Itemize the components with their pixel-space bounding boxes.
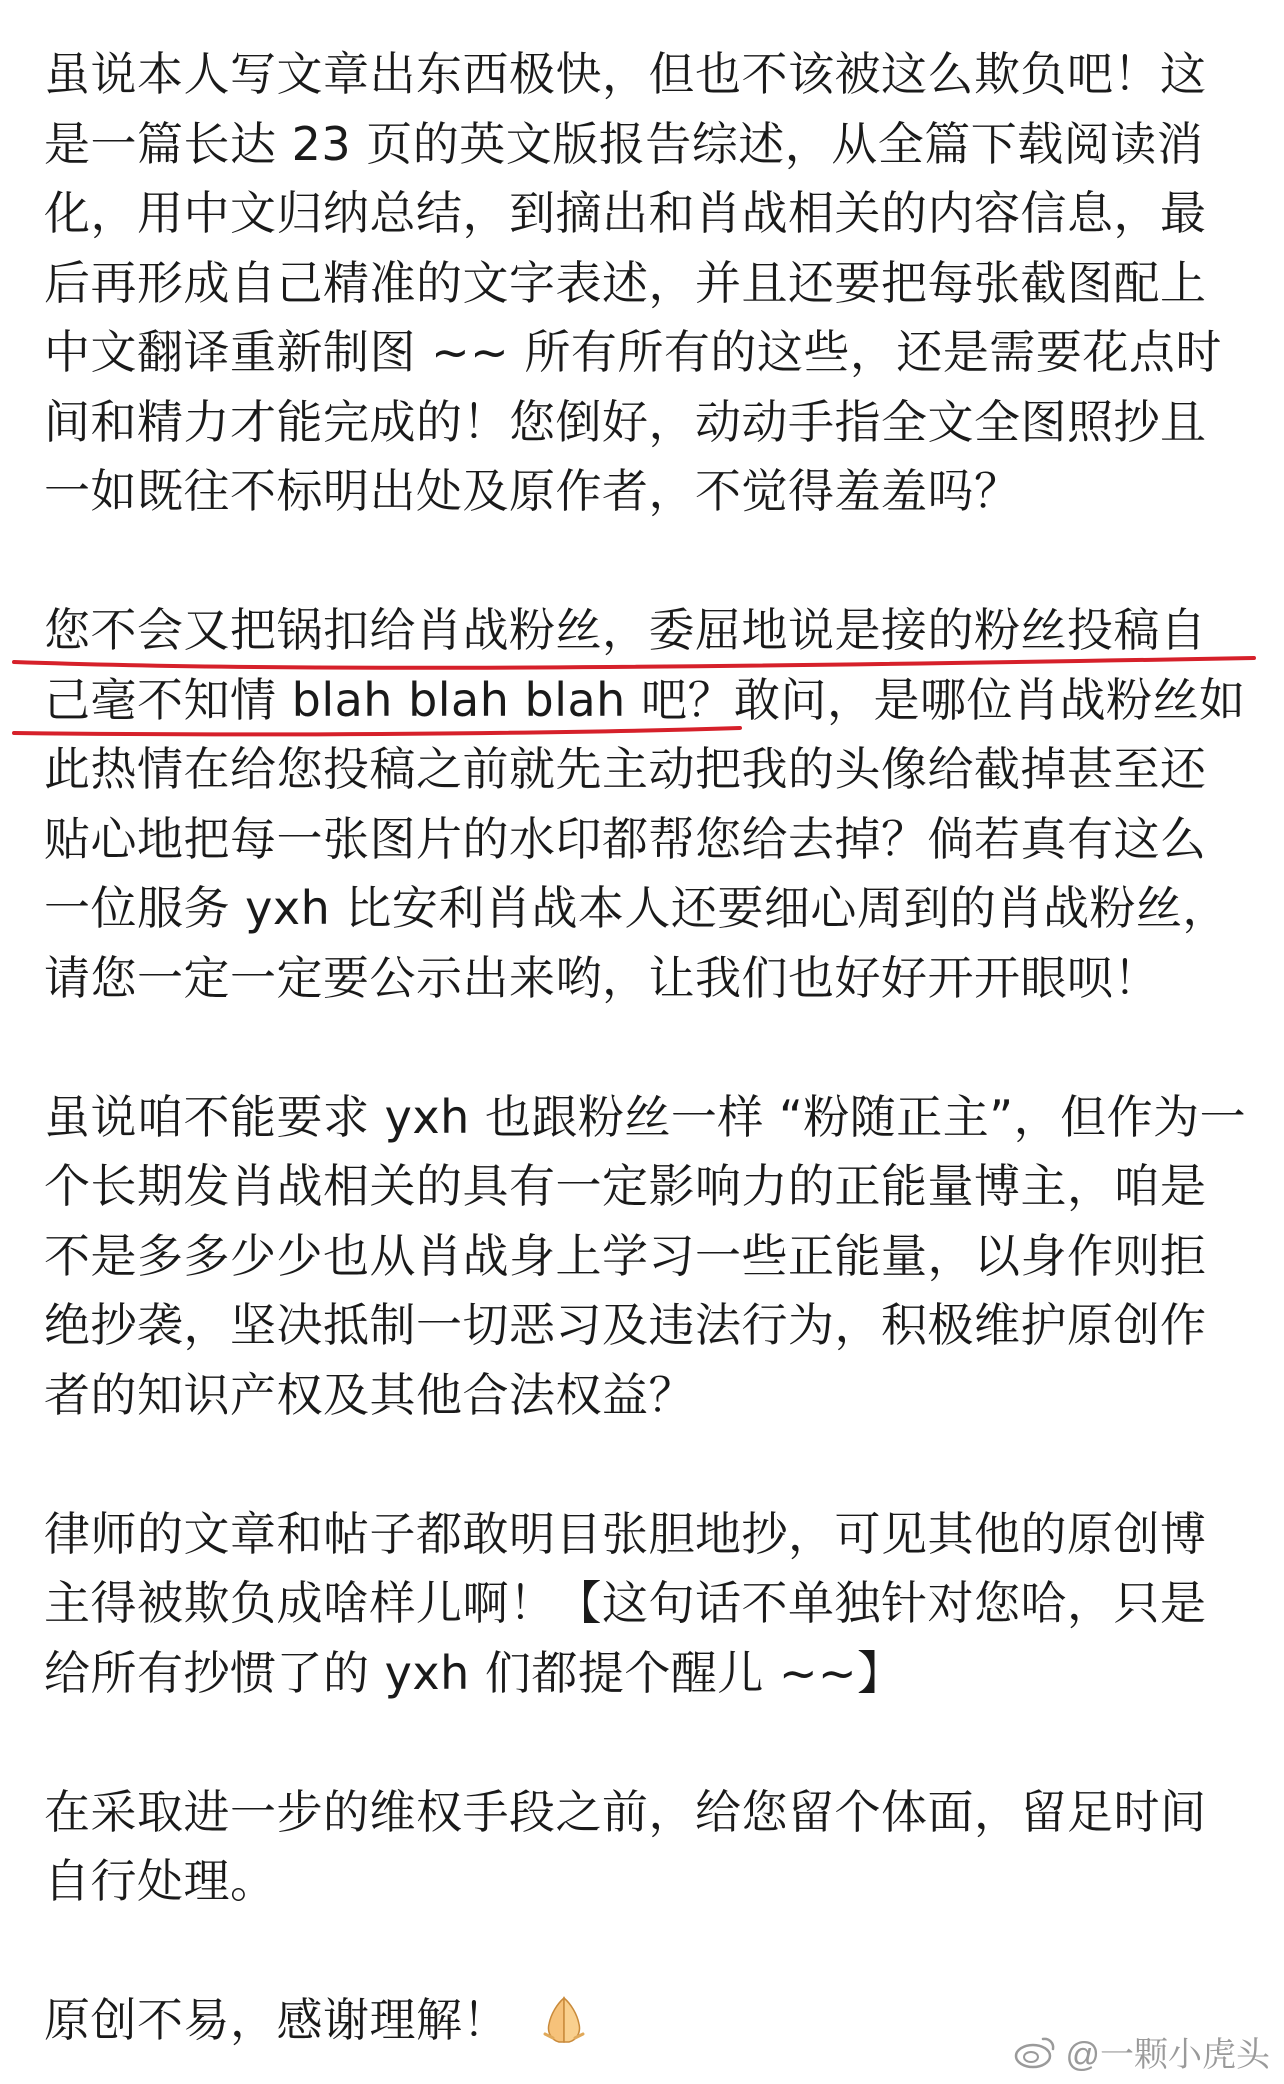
text-line: 化，用中文归纳总结，到摘出和肖战相关的内容信息，最 [44, 186, 1207, 240]
closing-text: 原创不易，感谢理解！ [44, 1993, 509, 2047]
text-line: 一如既往不标明出处及原作者，不觉得羞羞吗？ [44, 464, 1021, 518]
text-line: 绝抄袭，坚决抵制一切恶习及违法行为，积极维护原创作 [44, 1298, 1207, 1352]
weibo-logo-icon [1013, 2034, 1057, 2070]
text-line: 在采取进一步的维权手段之前，给您留个体面，留足时间 [44, 1784, 1207, 1839]
text-line: 虽说咱不能要求 yxh 也跟粉丝一样 “粉随正主”，但作为一 [44, 1089, 1247, 1144]
folded-hands-emoji [539, 1994, 589, 2046]
text-line: 律师的文章和帖子都敢明目张胆地抄，可见其他的原创博 [44, 1506, 1207, 1561]
paragraph-gap [44, 1430, 1244, 1500]
paragraph-4 [44, 1500, 1244, 1709]
post-body [44, 40, 1247, 2056]
watermark-text: @一颗小虎头 [1065, 2036, 1270, 2074]
paragraph-1 [44, 40, 1244, 527]
text-line: 不是多多少少也从肖战身上学习一些正能量，以身作则拒 [44, 1228, 1207, 1283]
weibo-watermark [1013, 2027, 1270, 2076]
text-line: 个长期发肖战相关的具有一定影响力的正能量博主，咱是 [44, 1159, 1207, 1213]
text-line: 您不会又把锅扣给肖战粉丝，委屈地说是接的粉丝投稿自 [44, 603, 1207, 657]
text-line: 中文翻译重新制图 ~~ 所有所有的这些，还是需要花点时 [44, 325, 1222, 379]
paragraph-2 [44, 596, 1244, 1013]
paragraph-gap [44, 1708, 1244, 1778]
paragraph-gap [44, 527, 1244, 597]
paragraph-gap [44, 1013, 1244, 1083]
text-line: 后再形成自己精准的文字表述，并且还要把每张截图配上 [44, 255, 1207, 310]
text-line: 此热情在给您投稿之前就先主动把我的头像给截掉甚至还 [44, 742, 1207, 796]
text-line: 贴心地把每一张图片的水印都帮您给去掉？倘若真有这么 [44, 811, 1207, 866]
text-line: 一位服务 yxh 比安利肖战本人还要细心周到的肖战粉丝， [44, 881, 1229, 935]
paragraph-gap [44, 1917, 1244, 1987]
text-line: 请您一定一定要公示出来哟，让我们也好好开开眼呗！ [44, 950, 1160, 1005]
text-line: 给所有抄惯了的 yxh 们都提个醒儿 ~~】 [44, 1645, 904, 1700]
text-line: 者的知识产权及其他合法权益？ [44, 1367, 695, 1422]
text-line: 己毫不知情 blah blah blah 吧？敢问，是哪位肖战粉丝如 [44, 672, 1246, 727]
text-line: 虽说本人写文章出东西极快，但也不该被这么欺负吧！这 [44, 47, 1207, 101]
paragraph-3 [44, 1083, 1247, 1431]
text-line: 是一篇长达 23 页的英文版报告综述，从全篇下载阅读消 [44, 116, 1204, 171]
text-line: 间和精力才能完成的！您倒好，动动手指全文全图照抄且 [44, 394, 1207, 449]
paragraph-5 [44, 1778, 1244, 1917]
text-line: 自行处理。 [44, 1854, 277, 1908]
text-line: 主得被欺负成啥样儿啊！【这句话不单独针对您哈，只是 [44, 1576, 1207, 1630]
